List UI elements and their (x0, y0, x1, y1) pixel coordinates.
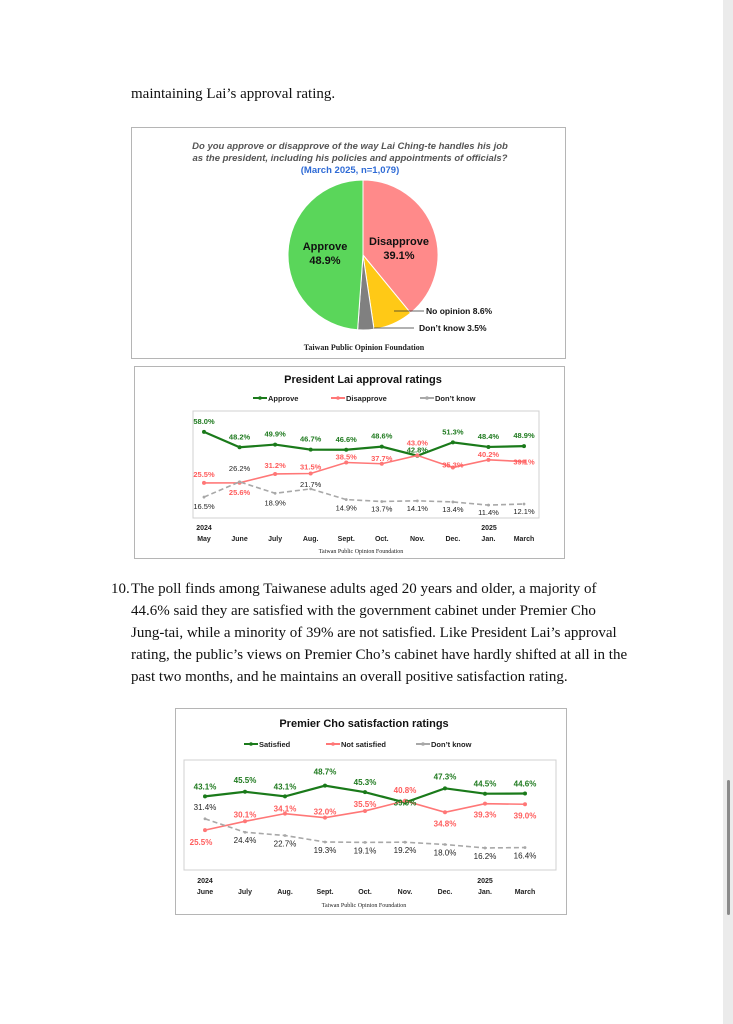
data-point (380, 500, 383, 503)
data-label: 21.7% (300, 479, 322, 489)
data-point (238, 480, 241, 483)
lai-chart-title: President Lai approval ratings (284, 374, 442, 386)
data-label: 47.3% (433, 772, 457, 782)
data-point (451, 501, 454, 504)
x-tick-label: March (514, 889, 536, 896)
legend-marker (425, 396, 429, 400)
data-label: 16.4% (513, 851, 537, 861)
data-label: 32.0% (313, 807, 337, 817)
data-label: 48.2% (228, 432, 251, 442)
cho-satisfaction-chart-svg (176, 709, 566, 914)
data-point (273, 443, 277, 447)
data-point (202, 430, 206, 434)
data-label: 34.8% (433, 819, 457, 829)
data-label: 16.5% (193, 502, 215, 512)
data-point (203, 828, 207, 832)
data-point (345, 498, 348, 501)
x-tick-label: July (268, 536, 283, 543)
pie-label-disapprove-value: 39.1% (383, 250, 415, 262)
data-label: 46.6% (335, 434, 357, 444)
data-label: 48.9% (513, 431, 535, 441)
pie-label-no-opinion: No opinion 8.6% (426, 306, 493, 316)
para10-line-5: past two months, and he maintains an overall positive satisfaction rating. (131, 669, 568, 685)
data-label: 48.6% (371, 431, 393, 441)
data-label: 13.7% (371, 504, 393, 514)
data-point (204, 817, 207, 820)
data-point (203, 794, 207, 798)
data-label: 31.4% (193, 802, 217, 812)
data-point (486, 445, 490, 449)
data-label: 39.1% (513, 457, 535, 467)
x-tick-label: Oct. (358, 889, 372, 896)
data-label: 39.0% (513, 811, 537, 821)
data-point (243, 790, 247, 794)
data-label: 39.9% (393, 798, 417, 808)
legend-marker (258, 396, 262, 400)
x-tick-label: Oct. (374, 536, 389, 543)
data-point (483, 802, 487, 806)
data-label: 40.8% (393, 785, 417, 795)
data-label: 37.7% (371, 453, 393, 463)
data-label: 11.4% (478, 508, 499, 518)
data-label: 49.9% (264, 429, 286, 439)
pie-label-disapprove-name: Disapprove (369, 236, 429, 248)
data-label: 44.6% (513, 779, 537, 789)
data-label: 18.9% (264, 498, 286, 508)
data-label: 25.6% (228, 487, 251, 497)
data-label: 43.1% (193, 782, 217, 792)
data-point (238, 445, 242, 449)
data-label: 43.0% (406, 438, 428, 448)
data-label: 43.1% (273, 782, 297, 792)
para10-line-2: 44.6% said they are satisfied with the government cabinet under Premier Cho (131, 603, 596, 619)
data-label: 25.5% (193, 469, 215, 479)
data-point (344, 448, 348, 452)
legend-label: Don’t know (431, 740, 472, 749)
data-point (487, 504, 490, 507)
data-point (380, 445, 384, 449)
cho-year-start: 2024 (197, 878, 213, 885)
data-label: 40.2% (477, 449, 500, 459)
data-label: 25.5% (189, 838, 213, 848)
data-label: 12.1% (513, 506, 535, 516)
data-point (284, 834, 287, 837)
data-label: 26.2% (228, 463, 251, 473)
data-label: 19.1% (353, 846, 377, 856)
data-label: 38.5% (335, 452, 357, 462)
data-label: 13.4% (442, 504, 464, 514)
data-point (202, 481, 206, 485)
data-point (523, 792, 527, 796)
data-point (523, 503, 526, 506)
data-label: 51.3% (442, 427, 464, 437)
cho-chart-title: Premier Cho satisfaction ratings (279, 718, 449, 730)
data-point (524, 846, 527, 849)
data-point (309, 448, 313, 452)
legend-label: Satisfied (259, 740, 291, 749)
legend-label: Disapprove (346, 394, 387, 403)
data-label: 19.2% (393, 846, 417, 856)
data-label: 22.7% (273, 839, 297, 849)
pie-source: Taiwan Public Opinion Foundation (303, 343, 425, 352)
data-label: 35.5% (353, 799, 377, 809)
data-point (363, 809, 367, 813)
data-label: 44.5% (473, 779, 497, 789)
legend-marker (249, 742, 253, 746)
data-label: 45.5% (233, 775, 257, 785)
lai-approval-chart-svg (135, 367, 564, 558)
data-point (404, 841, 407, 844)
x-tick-label: June (196, 889, 214, 896)
legend-marker (336, 396, 340, 400)
scrollbar-thumb[interactable] (727, 780, 730, 915)
cho-source: Taiwan Public Opinion Foundation (321, 903, 407, 909)
data-point (443, 786, 447, 790)
para10-line-4: rating, the public’s views on Premier Cho’s cabinet have hardly shifted at all in the (131, 647, 628, 663)
pie-chart-svg (132, 128, 565, 358)
x-tick-label: Jan. (481, 536, 496, 543)
legend-label: Don’t know (435, 394, 476, 403)
x-tick-label: July (237, 889, 253, 896)
data-point (523, 802, 527, 806)
cho-marks (190, 768, 537, 896)
cho-year-end: 2025 (477, 878, 493, 885)
data-point (443, 810, 447, 814)
lai-year-end: 2025 (481, 525, 497, 532)
data-point (243, 819, 247, 823)
legend-marker (421, 742, 425, 746)
data-label: 19.3% (313, 846, 337, 856)
para10-line-3: Jung-tai, while a minority of 39% are not satisfied. Like President Lai’s approval (131, 625, 617, 641)
data-label: 18.0% (433, 848, 457, 858)
data-point (364, 841, 367, 844)
x-tick-label: Sept. (316, 889, 334, 896)
data-label: 34.1% (273, 804, 297, 814)
data-label: 14.9% (335, 503, 357, 513)
data-point (273, 472, 277, 476)
x-tick-label: Nov. (410, 536, 425, 543)
data-label: 35.3% (442, 460, 464, 470)
data-label: 46.7% (300, 434, 322, 444)
data-point (274, 492, 277, 495)
pie-label-dont-know: Don’t know 3.5% (419, 323, 487, 333)
data-label: 24.4% (233, 836, 257, 846)
lai-source: Taiwan Public Opinion Foundation (318, 549, 404, 555)
data-label: 42.8% (406, 445, 428, 455)
x-tick-label: Aug. (302, 536, 319, 543)
pie-sample: (March 2025, n=1,079) (300, 165, 400, 176)
data-point (522, 444, 526, 448)
legend-label: Approve (268, 394, 299, 403)
data-point (484, 847, 487, 850)
cho-satisfaction-figure (175, 708, 567, 915)
pie-label-approve-value: 48.9% (309, 255, 341, 267)
data-point (309, 472, 313, 476)
data-point (283, 794, 287, 798)
data-point (451, 440, 455, 444)
x-tick-label: Dec. (437, 889, 453, 896)
data-label: 31.5% (300, 462, 322, 472)
pie-question-line1: Do you approve or disapprove of the way Lai Ching-te handles his job (192, 141, 508, 152)
legend-marker (331, 742, 335, 746)
x-tick-label: March (513, 536, 535, 543)
data-label: 30.1% (233, 810, 257, 820)
intro-line: maintaining Lai’s approval rating. (131, 86, 336, 102)
data-label: 14.1% (406, 503, 428, 513)
x-tick-label: May (197, 536, 211, 543)
data-point (444, 843, 447, 846)
data-label: 45.3% (353, 778, 377, 788)
data-label: 39.3% (473, 810, 497, 820)
x-tick-label: Sept. (337, 536, 355, 543)
data-point (323, 784, 327, 788)
x-tick-label: Dec. (445, 536, 461, 543)
data-point (483, 792, 487, 796)
lai-legend (253, 394, 476, 403)
data-label: 48.7% (313, 767, 337, 777)
data-label: 58.0% (193, 416, 215, 426)
para10-line-1: The poll finds among Taiwanese adults aged 20 years and older, a majority of (131, 581, 597, 597)
lai-year-start: 2024 (196, 525, 212, 532)
data-point (324, 841, 327, 844)
pie-figure (131, 127, 566, 359)
para10-number: 10. (111, 581, 130, 597)
data-point (203, 496, 206, 499)
x-tick-label: Nov. (397, 889, 413, 896)
data-point (244, 831, 247, 834)
x-tick-label: Aug. (277, 889, 293, 896)
x-tick-label: Jan. (477, 889, 493, 896)
pie-label-approve-name: Approve (302, 241, 348, 253)
pie-question-line2: as the president, including his policies and appointments of officials? (192, 153, 508, 164)
data-point (363, 790, 367, 794)
data-point (416, 499, 419, 502)
x-tick-label: June (231, 536, 248, 543)
data-label: 48.4% (477, 431, 500, 441)
legend-label: Not satisfied (341, 740, 387, 749)
cho-legend (244, 740, 472, 749)
lai-approval-figure (134, 366, 565, 559)
data-label: 31.2% (264, 460, 286, 470)
data-label: 16.2% (473, 851, 497, 861)
